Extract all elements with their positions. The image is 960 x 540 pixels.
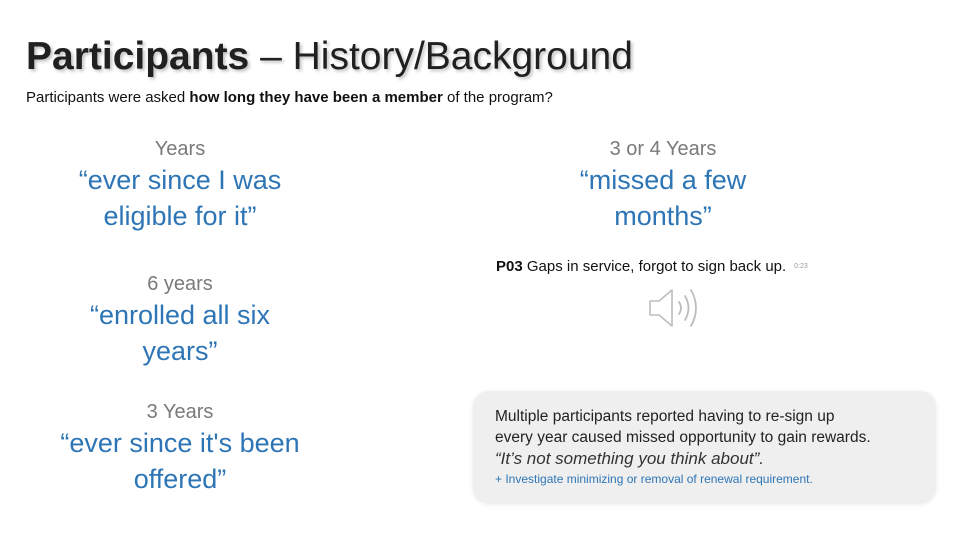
response-label: 6 years bbox=[147, 273, 213, 295]
summary-callout bbox=[473, 391, 936, 503]
audio-duration: 0:23 bbox=[794, 263, 808, 271]
response-label: Years bbox=[154, 138, 206, 160]
response-quote-line1: “missed a few bbox=[579, 165, 747, 195]
response-quote-line1: “enrolled all six bbox=[89, 300, 271, 330]
response-quote-line2: months” bbox=[614, 201, 712, 231]
participant-id: P03 bbox=[496, 258, 523, 275]
response-quote-line2: offered” bbox=[133, 464, 227, 494]
speaker-icon[interactable] bbox=[646, 284, 704, 332]
slide-title bbox=[26, 30, 633, 84]
callout-action: + Investigate minimizing or removal of renewal requirement. bbox=[495, 472, 813, 486]
response-6-years bbox=[20, 271, 340, 369]
subtitle-post: of the program? bbox=[442, 89, 553, 106]
callout-line-1: Multiple participants reported having to re-sign up bbox=[495, 408, 835, 425]
title-rest: – History/Background bbox=[249, 35, 633, 78]
response-quote-line2: years” bbox=[142, 336, 218, 366]
callout-line-2: every year caused missed opportunity to gain rewards. bbox=[495, 429, 871, 446]
slide-subtitle bbox=[26, 88, 553, 108]
speaker-icon-graphic bbox=[646, 284, 704, 332]
response-quote-line1: “ever since it's been bbox=[60, 428, 300, 458]
callout-quote: “It’s not something you think about”. bbox=[495, 449, 765, 468]
response-3-or-4-years bbox=[480, 136, 846, 234]
response-quote-line2: eligible for it” bbox=[103, 201, 257, 231]
response-3-years bbox=[20, 399, 340, 497]
response-label: 3 Years bbox=[146, 401, 214, 423]
response-years bbox=[20, 136, 340, 234]
response-label: 3 or 4 Years bbox=[609, 138, 717, 160]
subtitle-pre: Participants were asked bbox=[26, 89, 190, 106]
audio-clip-caption bbox=[496, 256, 808, 278]
title-bold: Participants bbox=[26, 35, 250, 78]
subtitle-bold: how long they have been a member bbox=[189, 89, 443, 106]
audio-clip-text: Gaps in service, forgot to sign back up. bbox=[522, 258, 787, 275]
response-quote-line1: “ever since I was bbox=[78, 165, 282, 195]
